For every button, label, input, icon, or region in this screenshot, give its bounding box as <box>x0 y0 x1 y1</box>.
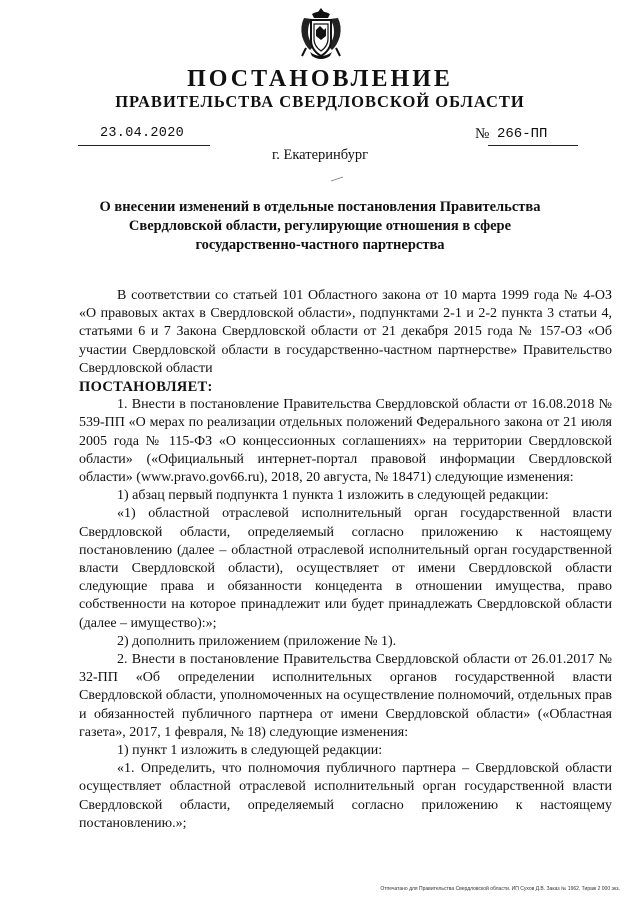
stray-mark-icon <box>330 176 344 182</box>
document-title: ПОСТАНОВЛЕНИЕ <box>187 66 453 92</box>
print-footer: Отпечатано для Правительства Свердловской области. ИП Сухов Д.В. Заказ № 1962. Тираж 2 000 экз. <box>380 886 620 892</box>
body-paragraph: 2) дополнить приложением (приложение № 1). <box>117 633 397 649</box>
body-paragraph: «1) областной отраслевой исполнительный орган государственной власти Свердловской области, определяемый согласно приложению к настоящему постановлению (далее – областной отраслевой исполнительный орган государственной власти Свердловской области), осуществляет от имени Свердловской области следующие права и обязанности концедента в отношении имущества, право собственности на которое принадлежит или будет принадлежать Свердловской области (далее – имущество):»; <box>79 506 612 631</box>
document-date: 23.04.2020 <box>100 126 185 141</box>
preamble-paragraph: В соответствии со статьей 101 Областного закона от 10 марта 1999 года № 4-ОЗ «О правовых актах в Свердловской области», подпунктами 2-1 и 2-2 пункта 3 статьи 4, статьями 6 и 7 Закона Свердловской области от 21 декабря 2015 года № 157-ОЗ «Об участии Свердловской области в государственно-частном партнерстве» Правительство Свердловской области <box>79 288 612 376</box>
body-paragraph: 1) абзац первый подпункта 1 пункта 1 изложить в следующей редакции: <box>117 488 549 504</box>
document-heading: О внесении изменений в отдельные постановления Правительства Свердловской области, регулирующие отношения в сфере государственно-частного партнерства <box>99 199 541 253</box>
date-underline <box>78 145 210 146</box>
coat-of-arms-icon <box>298 6 344 60</box>
document-city: г. Екатеринбург <box>271 147 369 163</box>
document-number: 266-ПП <box>497 126 548 142</box>
body-paragraph: 1) пункт 1 изложить в следующей редакции: <box>117 743 383 759</box>
document-number-label: № <box>475 126 490 142</box>
document-subtitle: ПРАВИТЕЛЬСТВА СВЕРДЛОВСКОЙ ОБЛАСТИ <box>115 92 525 111</box>
document-body <box>79 287 612 833</box>
body-paragraph: «1. Определить, что полномочия публичного партнера – Свердловской области осуществляет областной отраслевой исполнительный орган государственной власти Свердловской области, определяемый согласно приложению к настоящему постановлению.»; <box>79 761 612 831</box>
body-paragraph: 2. Внести в постановление Правительства Свердловской области от 26.01.2017 № 32-ПП «Об определении исполнительных органов государственной власти Свердловской области, уполномоченных на осуществление полномочий, отдельных прав и обязанностей публичного партнера от имени Свердловской области» («Областная газета», 2017, 1 февраля, № 18) следующие изменения: <box>79 652 612 740</box>
body-paragraph: 1. Внести в постановление Правительства Свердловской области от 16.08.2018 № 539-ПП «О мерах по реализации отдельных положений Федерального закона от 21 июля 2005 года № 115-ФЗ «О концессионных соглашениях» на территории Свердловской области» («Официальный интернет-портал правовой информации Свердловской области» (www.pravo.gov66.ru), 2018, 20 августа, № 18471) следующие изменения: <box>79 397 612 486</box>
number-underline <box>488 145 578 146</box>
resolves-heading: ПОСТАНОВЛЯЕТ: <box>79 379 213 396</box>
